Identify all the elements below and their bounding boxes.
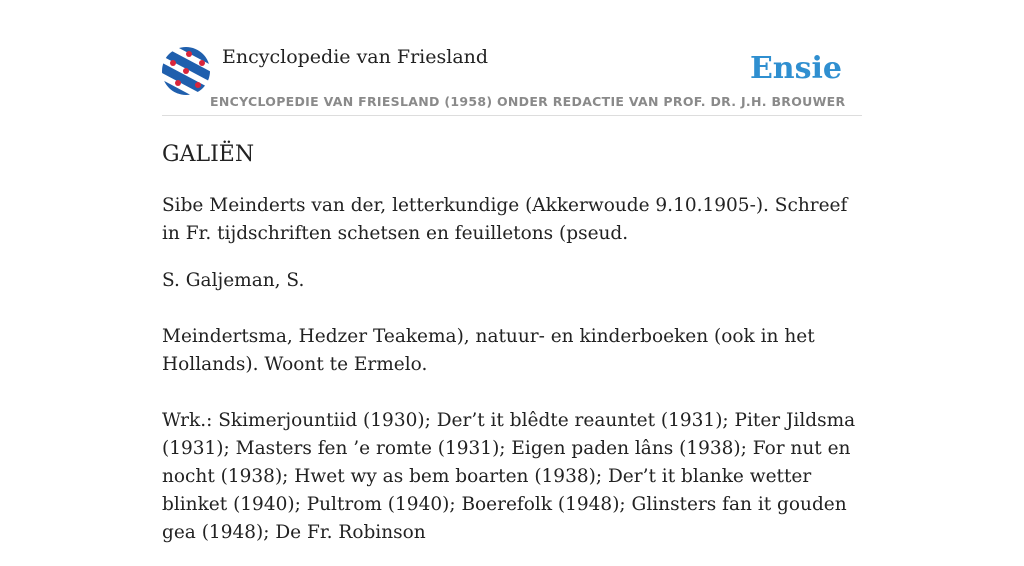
article-headword: GALIËN (162, 142, 255, 167)
article-paragraph: Wrk.: Skimerjountiid (1930); Der’t it blêdte reauntet (1931); Piter Jildsma (1931); Masters fen ’e romte (1931); Eigen paden lâns (1938); For nut en nocht (1938); Hwet wy as bem boarten (1938); Der’t it blanke wetter blinket (1940); Pultrom (1940); Boerefolk (1948); Glinsters fan it gouden gea (1948); De Fr. Robinson (162, 410, 856, 543)
publication-title[interactable]: Encyclopedie van Friesland (222, 46, 489, 68)
ensie-logo[interactable]: Ensie (749, 51, 842, 86)
article-paragraph: Meindertsma, Hedzer Teakema), natuur- en kinderboeken (ook in het Hollands). Woont te Ermelo. (162, 326, 815, 375)
article-body (162, 140, 862, 566)
header-divider (162, 115, 862, 116)
article-paragraph: Sibe Meinderts van der, letterkundige (Akkerwoude 9.10.1905-). Schreef in Fr. tijdschriften schetsen en feuilletons (pseud. (162, 195, 848, 244)
publication-subtitle: ENCYCLOPEDIE VAN FRIESLAND (1958) ONDER REDACTIE VAN PROF. DR. J.H. BROUWER (210, 94, 846, 109)
frisian-flag-icon[interactable] (162, 47, 210, 95)
article-paragraph: S. Galjeman, S. (162, 270, 305, 291)
